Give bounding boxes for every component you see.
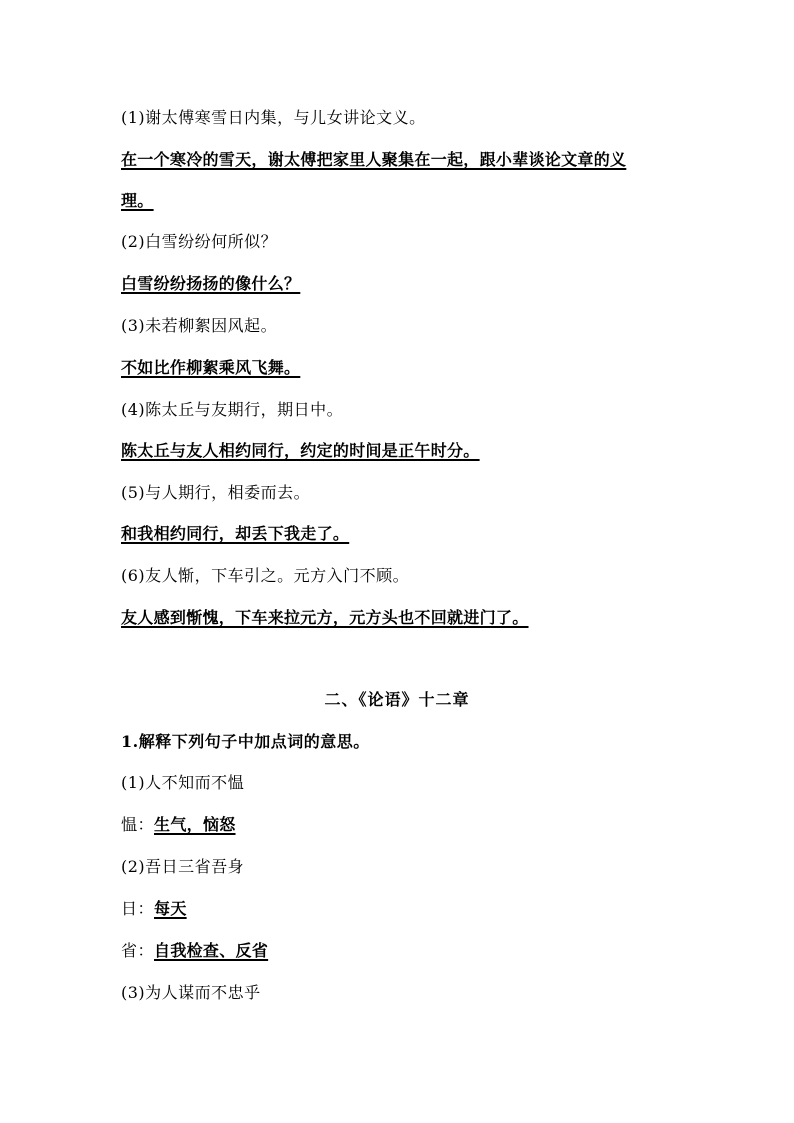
answer-5: 和我相约同行，却丢下我走了。 [121, 524, 350, 543]
word-meaning: 生气，恼怒 [154, 815, 236, 834]
sub-question-1: (1)人不知而不愠 [121, 773, 245, 792]
question-1: (1)谢太傅寒雪日内集，与儿女讲论文义。 [121, 108, 426, 127]
target-word: 省： [121, 941, 155, 960]
word-answer-1 [121, 815, 236, 835]
word-meaning: 自我检查、反省 [154, 941, 269, 960]
target-word: 日： [121, 899, 155, 918]
answer-1-line-2: 理。 [121, 191, 154, 210]
question-2: (2)白雪纷纷何所似？ [121, 232, 278, 251]
answer-1-line-1: 在一个寒冷的雪天，谢太傅把家里人聚集在一起，跟小辈谈论文章的义 [121, 150, 627, 169]
target-word: 愠： [121, 815, 155, 834]
answer-2: 白雪纷纷扬扬的像什么？ [121, 274, 301, 293]
sub-question-3: (3)为人谋而不忠乎 [121, 983, 261, 1002]
answer-4: 陈太丘与友人相约同行，约定的时间是正午时分。 [121, 441, 480, 460]
question-3: (3)未若柳絮因风起。 [121, 316, 278, 335]
question-5: (5)与人期行，相委而去。 [121, 483, 311, 502]
sub-question-2: (2)吾日三省吾身 [121, 857, 245, 876]
word-answer-2a [121, 899, 187, 919]
section-title: 二、《论语》十二章 [324, 690, 470, 709]
question-6: (6)友人惭，下车引之。元方入门不顾。 [121, 566, 410, 585]
word-answer-2b [121, 941, 268, 961]
question-4: (4)陈太丘与友期行，期日中。 [121, 400, 344, 419]
answer-6: 友人感到惭愧，下车来拉元方，元方头也不回就进门了。 [121, 608, 529, 627]
answer-3: 不如比作柳絮乘风飞舞。 [121, 358, 301, 377]
exercise-heading: 1.解释下列句子中加点词的意思。 [121, 732, 370, 751]
word-meaning: 每天 [154, 899, 187, 918]
